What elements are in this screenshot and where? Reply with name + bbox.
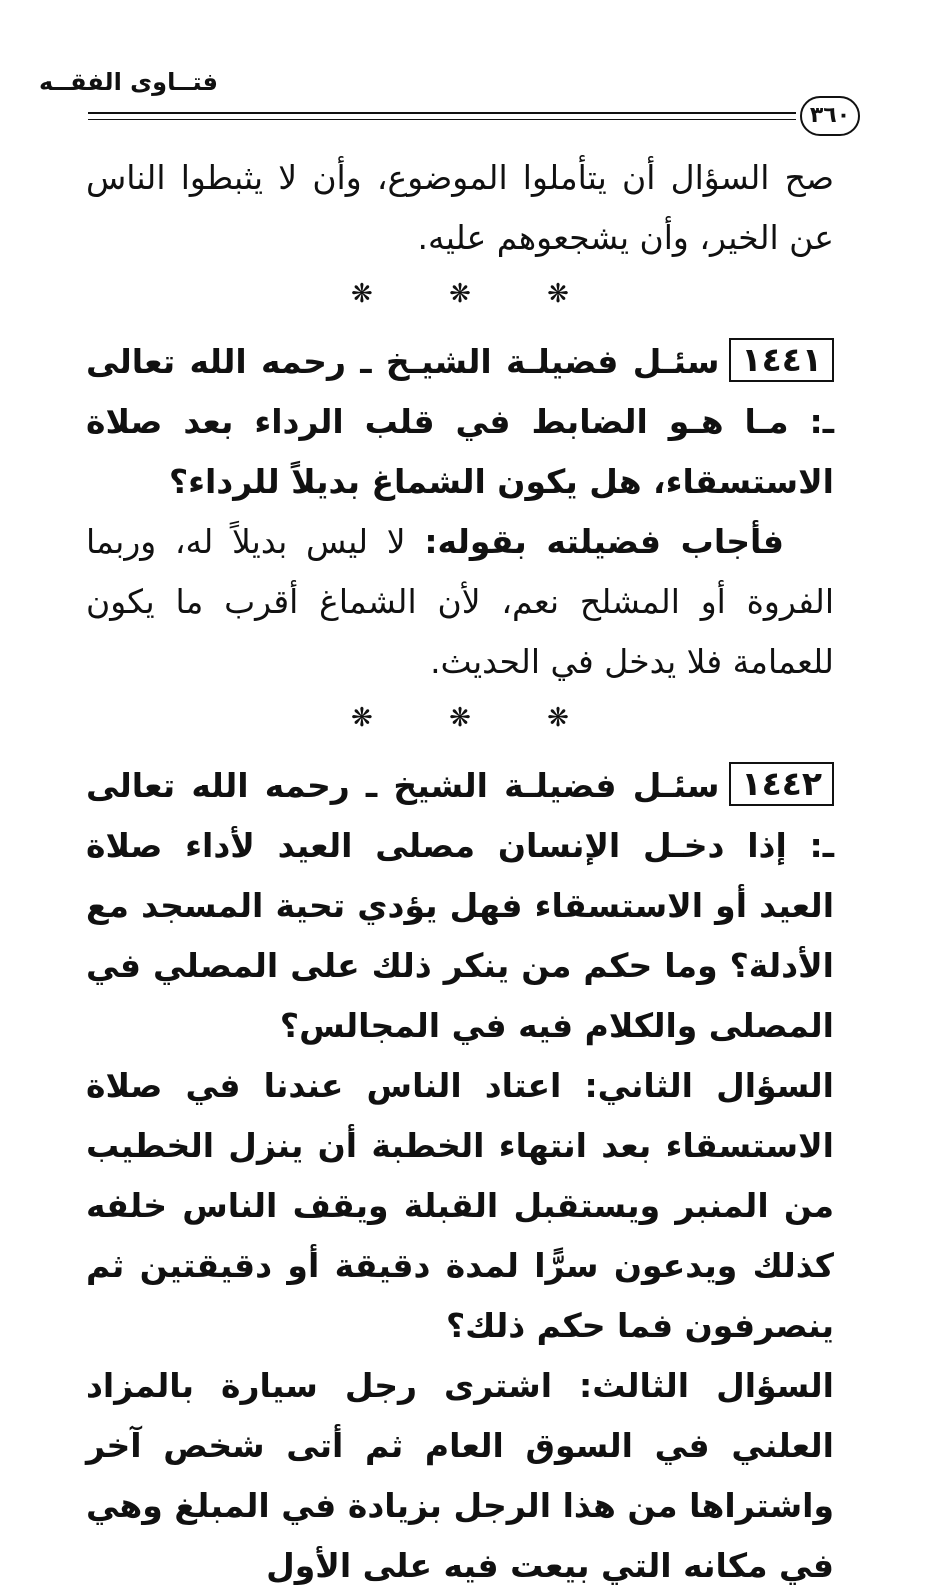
section-separator: ❋ ❋ ❋ [351, 703, 603, 733]
header-rule [88, 112, 796, 114]
question-1442-third: السؤال الثالث: اشترى رجل سيارة بالمزاد العلني في السوق العام ثم أتى شخص آخر واشتراها من هذا الرجل بزيادة في المبلغ وهي في مكانه التي بيعت فيه على الأول [86, 1366, 834, 1585]
question-1441 [86, 332, 834, 512]
answer-1441 [86, 512, 834, 692]
answer-lead: فأجاب فضيلته بقوله: [424, 522, 784, 561]
page-number: ٣٦٠ [800, 96, 860, 136]
question-text: سئـل فضيلـة الشيـخ ـ رحمه الله تعالى ـ: مـا هـو الضابط في قلب الرداء بعد صلاة الاستسقاء، هل يكون الشماغ بديلاً للرداء؟ [86, 342, 834, 501]
header-rule-thin [88, 119, 796, 120]
question-1442-second: السؤال الثاني: اعتاد الناس عندنا في صلاة الاستسقاء بعد انتهاء الخطبة أن ينزل الخطيب من المنبر ويستقبل القبلة ويقف الناس خلفه كذلك ويدعون سرًّا لمدة دقيقة أو دقيقتين ثم ينصرفون فما حكم ذلك؟ [86, 1066, 834, 1345]
page-body [86, 148, 834, 1596]
running-header-title: فتــاوى الفقــه [39, 68, 218, 96]
answer-text: لا ليس بديلاً له، وربما الفروة أو المشلح نعم، لأن الشماغ أقرب ما يكون للعمامة فلا يدخل في الحديث. [86, 522, 834, 681]
intro-paragraph: صح السؤال أن يتأملوا الموضوع، وأن لا يثبطوا الناس عن الخير، وأن يشجعوهم عليه. [86, 158, 834, 257]
question-text: سئـل فضيلـة الشيخ ـ رحمه الله تعالى ـ: إذا دخـل الإنسان مصلى العيد لأداء صلاة العيد أو الاستسقاء فهل يؤدي تحية المسجد مع الأدلة؟ وما حكم من ينكر ذلك على المصلي في المصلى والكلام فيه في المجالس؟ [86, 766, 834, 1045]
question-number-box: ١٤٤١ [729, 338, 834, 382]
section-separator: ❋ ❋ ❋ [351, 279, 603, 309]
question-1442 [86, 756, 834, 1056]
question-number-box: ١٤٤٢ [729, 762, 834, 806]
